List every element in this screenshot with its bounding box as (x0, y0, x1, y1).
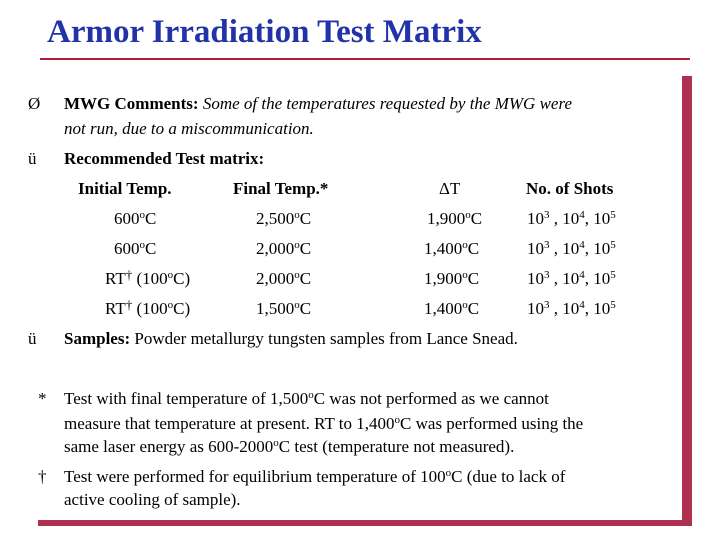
header-delta-t: ΔT (439, 179, 461, 198)
header-final-temp: Final Temp.* (233, 179, 329, 198)
page-title: Armor Irradiation Test Matrix (47, 14, 482, 50)
table-row-3-shots: $10^3$ , $10^4$, $10^5$ (527, 269, 616, 288)
table-row-1-delta: 1,900$^o$C (427, 209, 483, 228)
arrow-bullet-icon: Ø (28, 94, 41, 113)
table-row-3-initial: RT† (100$^o$C) (105, 267, 191, 288)
check-bullet-icon: ü (28, 149, 37, 168)
header-initial-temp: Initial Temp. (78, 179, 172, 198)
table-row-3-delta: 1,900$^o$C (424, 269, 480, 288)
dagger-footnote-marker: † (38, 467, 47, 486)
footnote-dagger-line-2: active cooling of sample). (64, 490, 241, 509)
table-row-2-delta: 1,400$^o$C (424, 239, 480, 258)
footnote-star-line-3: same laser energy as 600-2000$^o$C test (temperature not measured). (64, 437, 515, 456)
table-row-1-shots: $10^3$ , $10^4$, $10^5$ (527, 209, 616, 228)
table-row-4-delta: 1,400$^o$C (424, 299, 480, 318)
title-underline (40, 58, 690, 60)
table-row-2-shots: $10^3$ , $10^4$, $10^5$ (527, 239, 616, 258)
samples-text: Powder metallurgy tungsten samples from Lance Snead. (134, 329, 518, 348)
table-row-3-final: 2,000$^o$C (256, 269, 312, 288)
mwg-comments-line-1 (64, 94, 572, 114)
table-row-4-shots: $10^3$ , $10^4$, $10^5$ (527, 299, 616, 318)
table-row-2-initial: 600$^o$C (114, 239, 157, 258)
check-bullet-icon: ü (28, 329, 37, 348)
table-row-4-final: 1,500$^o$C (256, 299, 312, 318)
table-row-1-final: 2,500$^o$C (256, 209, 312, 228)
footnote-star-line-2: measure that temperature at present. RT to 1,400$^o$C was performed using the (64, 414, 584, 433)
mwg-comments-text-2: not run, due to a miscommunication. (64, 119, 314, 138)
asterisk-footnote-marker: * (38, 389, 47, 408)
content-panel (28, 70, 682, 520)
mwg-comments-text-1: Some of the temperatures requested by the MWG were (202, 94, 572, 113)
mwg-comments-label: MWG Comments: (64, 94, 199, 113)
samples-label: Samples: (64, 329, 131, 348)
footnote-dagger-line-1: Test were performed for equilibrium temperature of 100$^o$C (due to lack of (64, 467, 566, 486)
recommended-matrix-label: Recommended Test matrix: (64, 149, 265, 168)
table-row-2-final: 2,000$^o$C (256, 239, 312, 258)
table-row-4-initial: RT† (100$^o$C) (105, 297, 191, 318)
footnote-star-line-1: Test with final temperature of 1,500$^o$C was not performed as we cannot (64, 389, 549, 408)
samples-line (64, 329, 518, 349)
table-row-1-initial: 600$^o$C (114, 209, 157, 228)
header-no-of-shots: No. of Shots (526, 179, 614, 198)
